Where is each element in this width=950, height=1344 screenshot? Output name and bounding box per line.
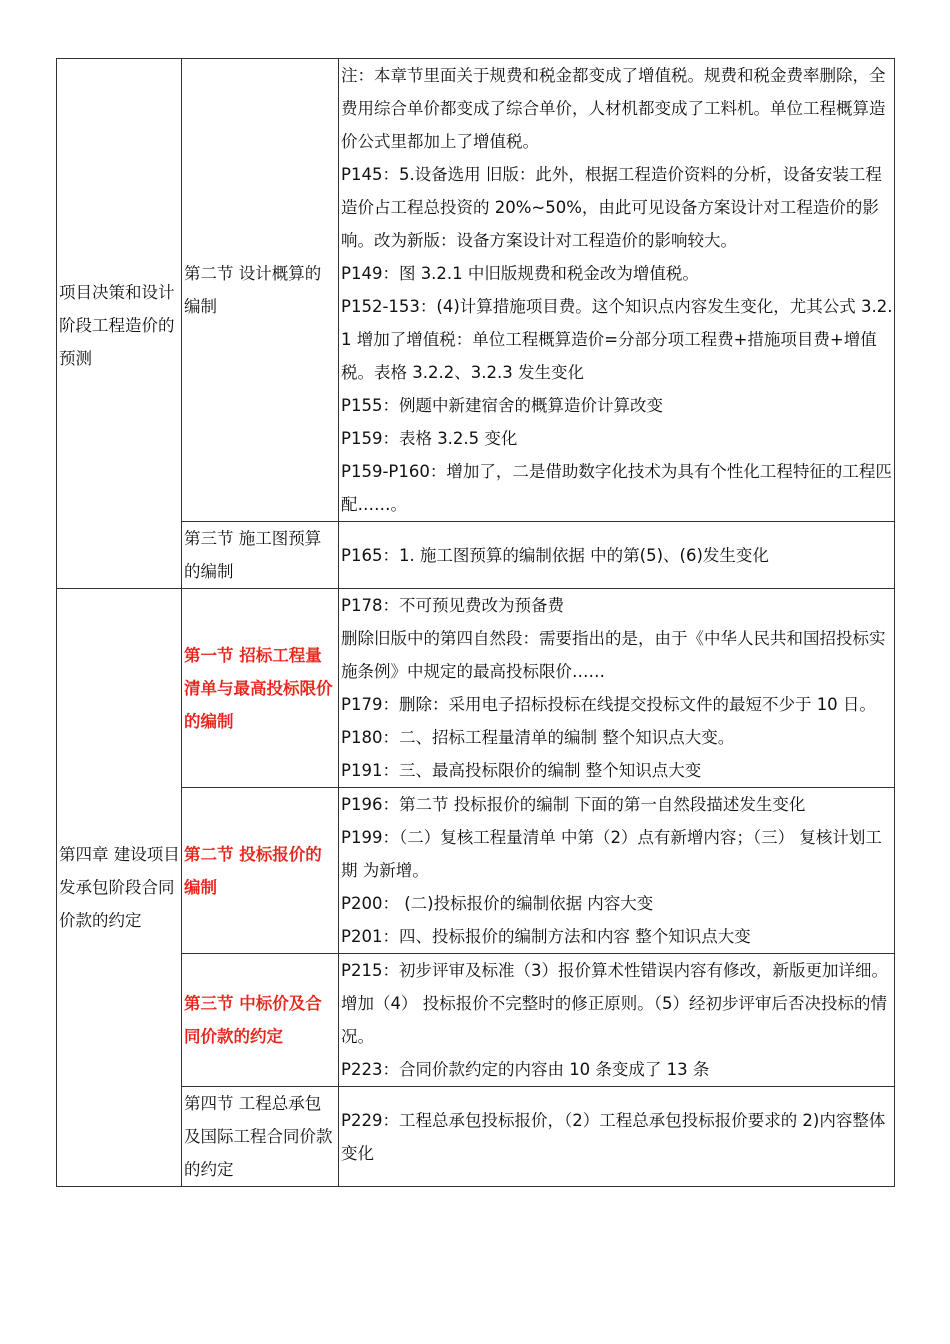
section-title: 第三节 施工图预算的编制 [184, 529, 322, 581]
note: P159-P160：增加了，二是借助数字化技术为具有个性化工程特征的工程匹配……。 [341, 462, 892, 514]
table-row [57, 59, 895, 522]
table-row [57, 589, 895, 788]
chapter-title: 第四章 建设项目发承包阶段合同价款的约定 [59, 845, 180, 930]
notes-cell [339, 522, 895, 589]
section-cell [182, 788, 339, 954]
section-cell [182, 522, 339, 589]
note: P199：（二）复核工程量清单 中第（2）点有新增内容；（三） 复核计划工期 为新增。 [341, 828, 882, 880]
section-cell [182, 589, 339, 788]
note: P145：5.设备选用 旧版：此外，根据工程造价资料的分析，设备安装工程造价占工程总投资的 20%~50%，由此可见设备方案设计对工程造价的影响。改为新版：设备方案设计对工程造价的影响较大。 [341, 165, 882, 250]
section-title: 第四节 工程总承包及国际工程合同价款的约定 [184, 1094, 333, 1179]
section-cell [182, 1087, 339, 1187]
note: P152-153：(4)计算措施项目费。这个知识点内容发生变化，尤其公式 3.2.1 增加了增值税：单位工程概算造价=分部分项工程费+措施项目费+增值税。表格 3.2.2、3.2.3 发生变化 [341, 297, 893, 382]
notes-cell [339, 1087, 895, 1187]
note: P179：删除：采用电子招标投标在线提交投标文件的最短不少于 10 日。 [341, 695, 876, 714]
note: P178：不可预见费改为预备费 [341, 596, 564, 615]
note: P149：图 3.2.1 中旧版规费和税金改为增值税。 [341, 264, 699, 283]
note: P196：第二节 投标报价的编制 下面的第一自然段描述发生变化 [341, 795, 806, 814]
section-cell [182, 954, 339, 1087]
table-row [57, 1087, 895, 1187]
chapter-cell [57, 589, 182, 1187]
section-title: 第三节 中标价及合同价款的约定 [184, 994, 322, 1046]
note: 注：本章节里面关于规费和税金都变成了增值税。规费和税金费率删除，全费用综合单价都变成了综合单价，人材机都变成了工料机。单位工程概算造价公式里都加上了增值税。 [341, 66, 886, 151]
note: P180：二、招标工程量清单的编制 整个知识点大变。 [341, 728, 735, 747]
table-row [57, 788, 895, 954]
note: P215：初步评审及标准（3）报价算术性错误内容有修改，新版更加详细。增加（4） 投标报价不完整时的修正原则。（5）经初步评审后否决投标的情况。 [341, 961, 888, 1046]
note: P200： (二)投标报价的编制依据 内容大变 [341, 894, 654, 913]
chapter-cell [57, 59, 182, 589]
note: P155：例题中新建宿舍的概算造价计算改变 [341, 396, 663, 415]
note: P229：工程总承包投标报价，（2）工程总承包投标报价要求的 2)内容整体变化 [341, 1110, 886, 1163]
notes-cell [339, 59, 895, 522]
note: P159：表格 3.2.5 变化 [341, 429, 518, 448]
note: P223：合同价款约定的内容由 10 条变成了 13 条 [341, 1060, 710, 1079]
note: P191：三、最高投标限价的编制 整个知识点大变 [341, 761, 702, 780]
change-summary-table [56, 58, 895, 1187]
chapter-title: 项目决策和设计阶段工程造价的预测 [59, 282, 175, 368]
table-row [57, 954, 895, 1087]
section-title: 第一节 招标工程量清单与最高投标限价的编制 [184, 645, 333, 731]
note: 删除旧版中的第四自然段：需要指出的是，由于《中华人民共和国招投标实施条例》中规定的最高投标限价…… [341, 629, 886, 681]
notes-cell [339, 788, 895, 954]
note: P201：四、投标报价的编制方法和内容 整个知识点大变 [341, 927, 751, 946]
note: P165：1. 施工图预算的编制依据 中的第(5)、(6)发生变化 [341, 545, 769, 565]
section-cell [182, 59, 339, 522]
notes-cell [339, 589, 895, 788]
table-row [57, 522, 895, 589]
section-title: 第二节 投标报价的编制 [184, 844, 322, 897]
notes-cell [339, 954, 895, 1087]
section-title: 第二节 设计概算的编制 [184, 264, 322, 316]
